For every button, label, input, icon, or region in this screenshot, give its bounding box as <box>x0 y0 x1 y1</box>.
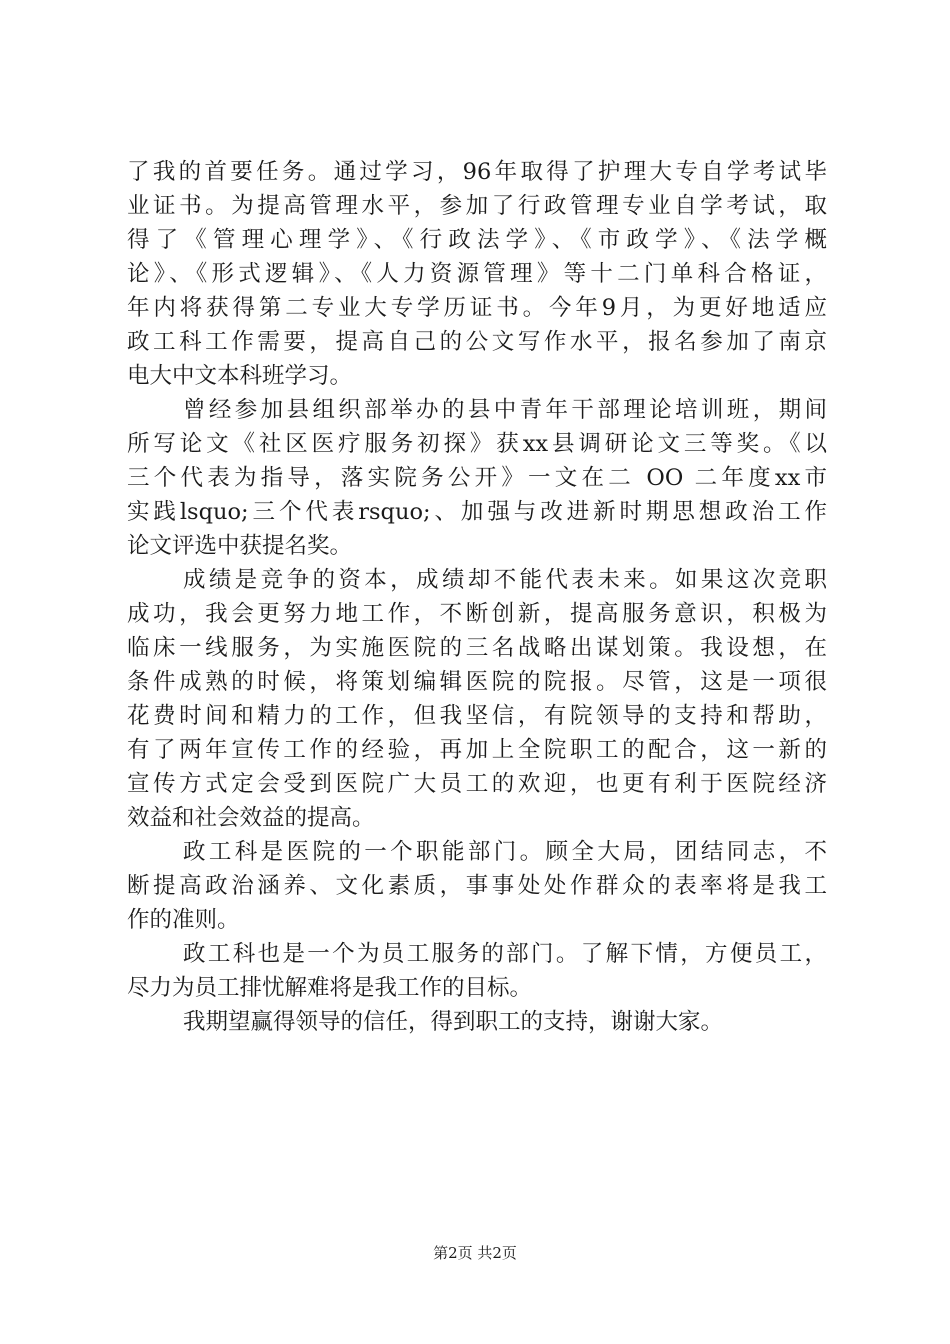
document-body <box>127 155 827 1039</box>
paragraph <box>127 937 827 1005</box>
text-line: 得了《管理心理学》、《行政法学》、《市政学》、《法学概 <box>127 227 827 253</box>
text-line: 论》、《形式逻辑》、《人力资源管理》等十二门单科合格证， <box>127 261 827 287</box>
text-line: 电大中文本科班学习。 <box>127 363 353 389</box>
text-line: 尽力为员工排忧解难将是我工作的目标。 <box>127 975 533 1001</box>
text-line: 临床一线服务，为实施医院的三名战略出谋划策。我设想，在 <box>127 635 827 661</box>
text-line: 政工科是医院的一个职能部门。顾全大局，团结同志，不 <box>183 839 827 865</box>
paragraph <box>127 835 827 937</box>
text-line: 业证书。为提高管理水平，参加了行政管理专业自学考试，取 <box>127 193 827 219</box>
text-line: 实践lsquo;三个代表rsquo;、加强与改进新时期思想政治工作 <box>127 499 827 525</box>
text-line: 了我的首要任务。通过学习，96年取得了护理大专自学考试毕 <box>127 159 827 185</box>
paragraph <box>127 1005 827 1039</box>
text-line: 宣传方式定会受到医院广大员工的欢迎，也更有利于医院经济 <box>127 771 827 797</box>
text-line: 效益和社会效益的提高。 <box>127 805 375 831</box>
text-line: 所写论文《社区医疗服务初探》获xx县调研论文三等奖。《以 <box>127 431 827 457</box>
text-line: 成绩是竞争的资本，成绩却不能代表未来。如果这次竞职 <box>183 567 827 593</box>
text-line: 成功，我会更努力地工作，不断创新，提高服务意识，积极为 <box>127 601 827 627</box>
paragraph <box>127 563 827 835</box>
page-number: 第2页 共2页 <box>433 1244 517 1262</box>
text-line: 曾经参加县组织部举办的县中青年干部理论培训班，期间 <box>183 397 827 423</box>
text-line: 作的准则。 <box>127 907 240 933</box>
paragraph <box>127 393 827 563</box>
paragraph <box>127 155 827 393</box>
text-line: 论文评选中获提名奖。 <box>127 533 353 559</box>
text-line: 断提高政治涵养、文化素质，事事处处作群众的表率将是我工 <box>127 873 827 899</box>
text-line: 政工科也是一个为员工服务的部门。了解下情，方便员工， <box>183 941 827 967</box>
text-line: 我期望赢得领导的信任，得到职工的支持，谢谢大家。 <box>183 1009 724 1035</box>
text-line: 花费时间和精力的工作，但我坚信，有院领导的支持和帮助， <box>127 703 827 729</box>
text-line: 条件成熟的时候，将策划编辑医院的院报。尽管，这是一项很 <box>127 669 827 695</box>
text-line: 年内将获得第二专业大专学历证书。今年9月，为更好地适应 <box>127 295 827 321</box>
text-line: 政工科工作需要，提高自己的公文写作水平，报名参加了南京 <box>127 329 827 355</box>
text-line: 三个代表为指导，落实院务公开》一文在二 OO 二年度xx市 <box>127 465 827 491</box>
text-line: 有了两年宣传工作的经验，再加上全院职工的配合，这一新的 <box>127 737 827 763</box>
